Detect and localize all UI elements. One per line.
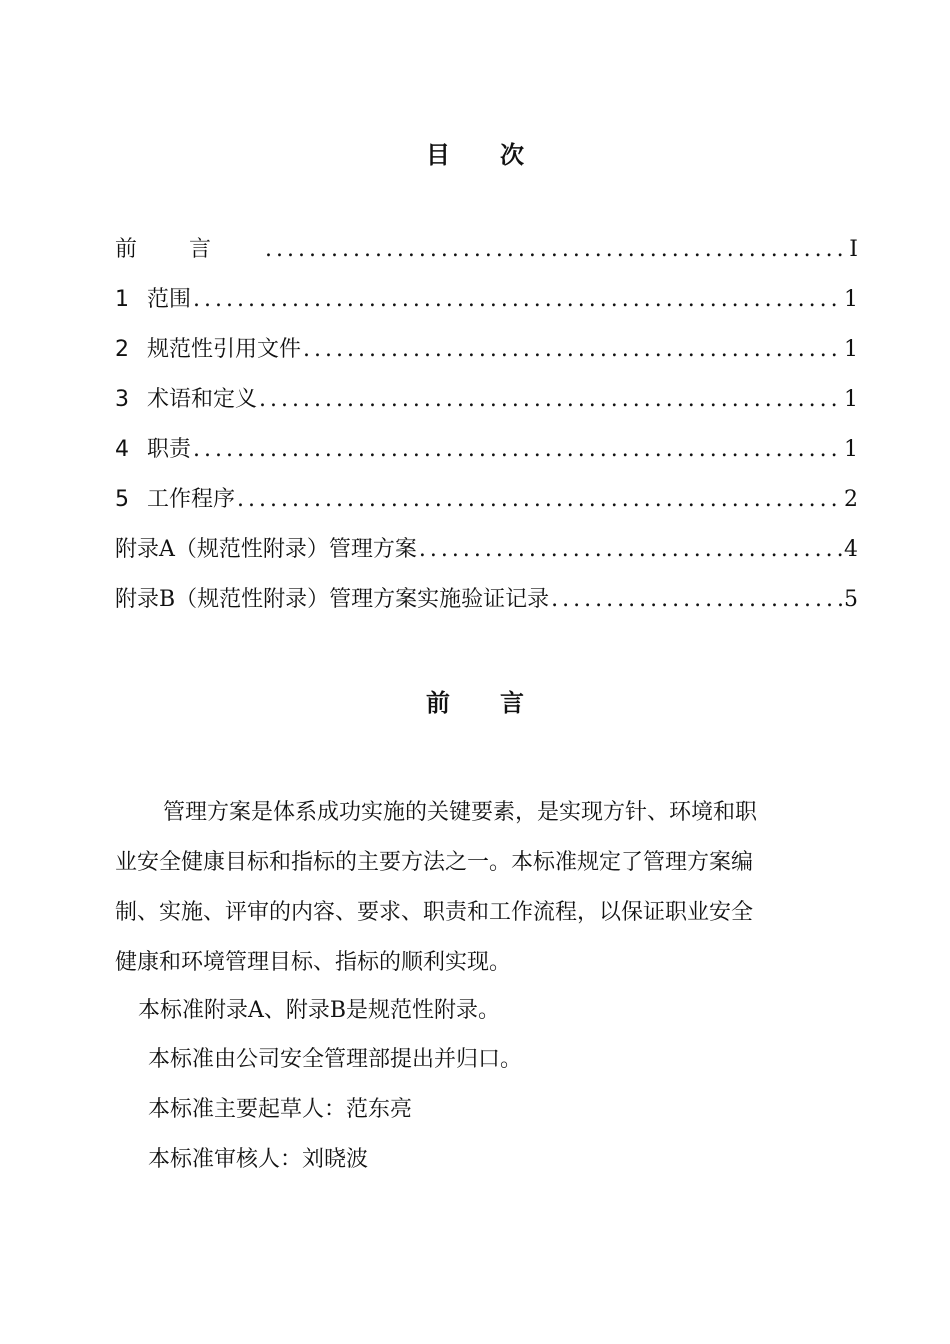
- toc-leader-dots: [265, 230, 847, 270]
- toc-leader-dots: [259, 380, 842, 420]
- toc-leader-dots: [303, 330, 842, 370]
- toc-entry-label: 附录A（规范性附录）管理方案: [115, 537, 417, 562]
- reviewer-note: 本标准审核人：刘晓波: [148, 1147, 369, 1172]
- foreword-paragraph-line: 管理方案是体系成功实施的关键要素，是实现方针、环境和职: [163, 800, 758, 825]
- toc-entry-appendix-a[interactable]: [115, 530, 858, 580]
- toc-entry-page: 1: [844, 337, 858, 362]
- toc-entry-label: 规范性引用文件: [147, 337, 302, 362]
- toc-leader-dots: [193, 280, 842, 320]
- toc-entry-number: 5: [115, 487, 129, 512]
- toc-entry-page: 1: [844, 287, 858, 312]
- foreword-paragraph-line: 健康和环境管理目标、指标的顺利实现。: [115, 950, 512, 975]
- toc-entry-number: 4: [115, 437, 129, 462]
- toc-entry-label: 职责: [147, 437, 192, 462]
- toc-entry-page: 2: [844, 487, 858, 512]
- toc-entry-terms[interactable]: [115, 380, 858, 430]
- appendix-note: 本标准附录A、附录B是规范性附录。: [138, 998, 501, 1023]
- toc-entry-number: 1: [115, 287, 129, 312]
- toc-entry-procedure[interactable]: [115, 480, 858, 530]
- toc-entry-number: 2: [115, 337, 129, 362]
- toc-entry-label: 术语和定义: [147, 387, 258, 412]
- toc-leader-dots: [419, 530, 842, 570]
- toc-entry-label: 范围: [147, 287, 192, 312]
- toc-leader-dots: [193, 430, 842, 470]
- foreword-heading: 前言: [426, 689, 574, 717]
- toc-entry-label: 工作程序: [147, 487, 236, 512]
- proposer-note: 本标准由公司安全管理部提出并归口。: [148, 1047, 523, 1072]
- toc-entry-page: 1: [844, 387, 858, 412]
- toc-entry-responsibilities[interactable]: [115, 430, 858, 480]
- toc-leader-dots: [237, 480, 842, 520]
- toc-entry-page: I: [849, 237, 858, 262]
- toc-entry-appendix-b[interactable]: [115, 580, 858, 630]
- toc-heading: 目次: [426, 141, 574, 169]
- toc-entry-page: 4: [844, 537, 858, 562]
- foreword-paragraph-line: 制、实施、评审的内容、要求、职责和工作流程，以保证职业安全: [115, 900, 754, 925]
- toc-entry-foreword[interactable]: [115, 230, 858, 280]
- toc-entry-page: 5: [844, 587, 858, 612]
- toc-entry-page: 1: [844, 437, 858, 462]
- toc-entry-scope[interactable]: [115, 280, 858, 330]
- toc-entry-label: 前言: [115, 237, 264, 262]
- foreword-paragraph-line: 业安全健康目标和指标的主要方法之一。本标准规定了管理方案编: [115, 850, 754, 875]
- toc-entry-label: 附录B（规范性附录）管理方案实施验证记录: [115, 587, 550, 612]
- table-of-contents: [115, 230, 858, 630]
- toc-entry-normative-references[interactable]: [115, 330, 858, 380]
- toc-leader-dots: [551, 580, 842, 620]
- toc-entry-number: 3: [115, 387, 129, 412]
- drafter-note: 本标准主要起草人：范东亮: [148, 1097, 413, 1122]
